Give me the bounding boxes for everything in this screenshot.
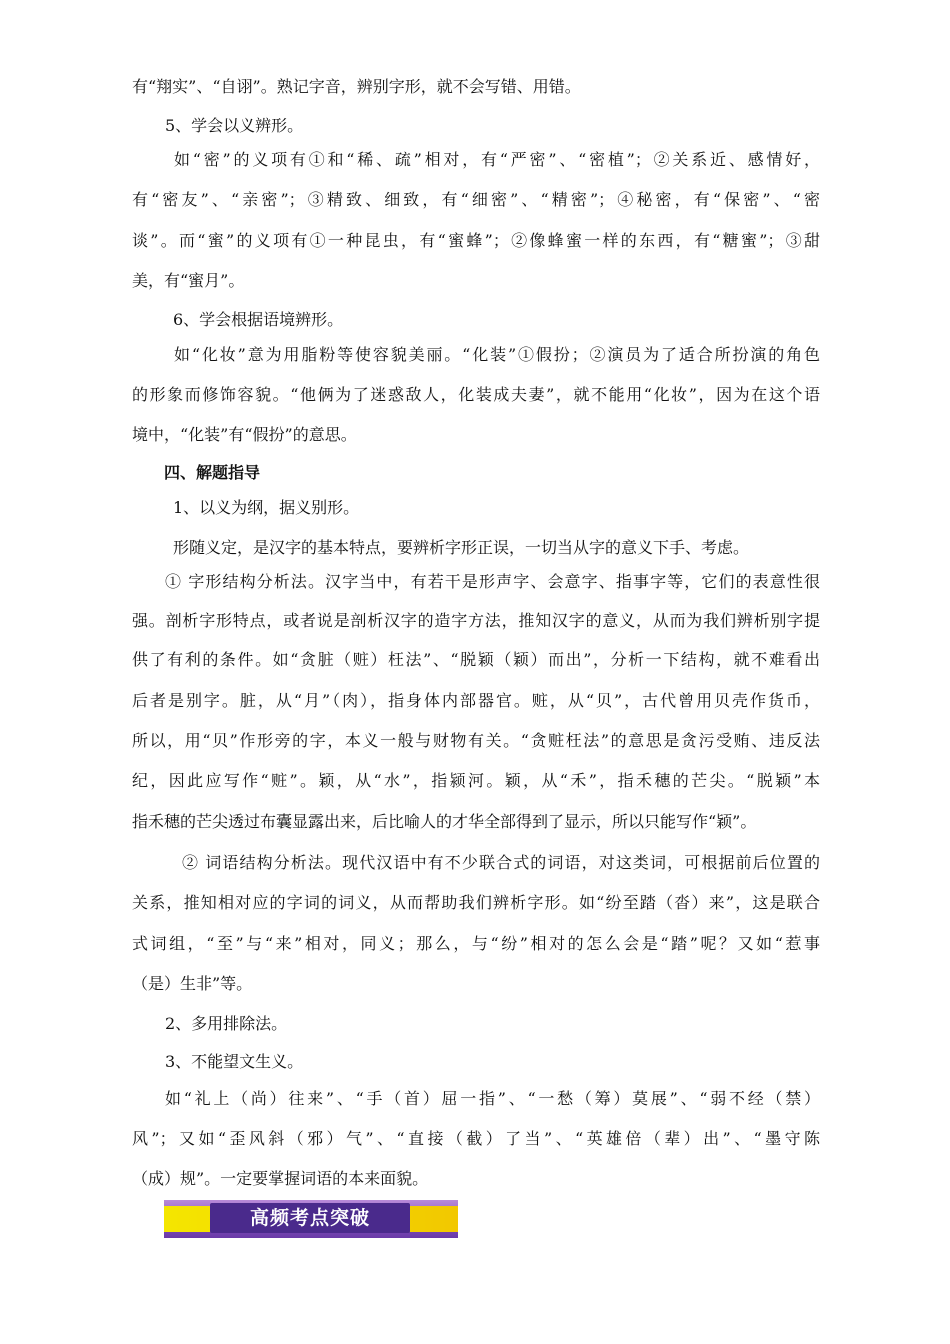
text-line-3: 如“密”的义项有①和“稀、疏”相对，有“严密”、“密植”；②关系近、感情好， <box>174 150 820 169</box>
text-line-6: 美，有“蜜月”。 <box>132 271 245 290</box>
text-line-24: （是）生非”等。 <box>132 974 253 993</box>
subheading-1: 1、以义为纲，据义别形。 <box>173 498 360 517</box>
text-line-27: 如“礼上（尚）往来”、“手（首）屈一指”、“一愁（筹）莫展”、“弱不经（禁） <box>165 1089 820 1108</box>
subheading-5: 5、学会以义辨形。 <box>165 116 304 135</box>
text-line-14: ① 字形结构分析法。汉字当中，有若干是形声字、会意字、指事字等，它们的表意性很 <box>165 572 820 591</box>
subheading-2: 2、多用排除法。 <box>165 1014 288 1033</box>
text-line-13: 形随义定，是汉字的基本特点，要辨析字形正误，一切当从字的意义下手、考虑。 <box>173 538 750 557</box>
section-banner <box>164 1200 458 1238</box>
text-line-22: 关系，推知相对应的字词的词义，从而帮助我们辨析字形。如“纷至踏（沓）来”，这是联合 <box>132 893 820 912</box>
text-line-9: 的形象而修饰容貌。“他俩为了迷惑敌人，化装成夫妻”，就不能用“化妆”，因为在这个语 <box>132 385 820 404</box>
section-heading-4: 四、解题指导 <box>164 463 261 482</box>
text-line-15: 强。剖析字形特点，或者说是剖析汉字的造字方法，推知汉字的意义，从而为我们辨析别字提 <box>132 611 820 630</box>
text-line-1: 有“翔实”、“自诩”。熟记字音，辨别字形，就不会写错、用错。 <box>132 77 581 96</box>
text-line-4: 有“密友”、“亲密”；③精致、细致，有“细密”、“精密”；④秘密，有“保密”、“密 <box>132 190 820 209</box>
subheading-6: 6、学会根据语境辨形。 <box>173 310 344 329</box>
banner-label: 高频考点突破 <box>249 1207 370 1229</box>
text-line-17: 后者是别字。脏，从“月”（肉），指身体内部器官。赃，从“贝”，古代曾用贝壳作货币， <box>132 691 820 710</box>
text-line-29: （成）规”。一定要掌握词语的本来面貌。 <box>132 1169 429 1188</box>
text-line-28: 风”；又如“歪风斜（邪）气”、“直接（截）了当”、“英雄倍（辈）出”、“墨守陈 <box>132 1129 820 1148</box>
text-line-21: ② 词语结构分析法。现代汉语中有不少联合式的词语，对这类词，可根据前后位置的 <box>182 853 820 872</box>
text-line-8: 如“化妆”意为用脂粉等使容貌美丽。“化装”①假扮；②演员为了适合所扮演的角色 <box>174 345 820 364</box>
subheading-3: 3、不能望文生义。 <box>165 1052 304 1071</box>
text-line-19: 纪，因此应写作“赃”。颖，从“水”，指颍河。颖，从“禾”，指禾穗的芒尖。“脱颖”本 <box>132 771 820 790</box>
text-line-16: 供了有利的条件。如“贪脏（赃）枉法”、“脱颖（颖）而出”，分析一下结构，就不难看出 <box>132 650 820 669</box>
text-line-23: 式词组，“至”与“来”相对，同义；那么，与“纷”相对的怎么会是“踏”呢？又如“惹事 <box>132 934 820 953</box>
text-line-20: 指禾穗的芒尖透过布囊显露出来，后比喻人的才华全部得到了显示，所以只能写作“颖”。 <box>132 812 757 831</box>
text-line-5: 谈”。而“蜜”的义项有①一种昆虫，有“蜜蜂”；②像蜂蜜一样的东西，有“糖蜜”；③甜 <box>132 231 820 250</box>
text-line-18: 所以，用“贝”作形旁的字，本义一般与财物有关。“贪赃枉法”的意思是贪污受贿、违反法 <box>132 731 820 750</box>
text-line-10: 境中，“化装”有“假扮”的意思。 <box>132 425 357 444</box>
